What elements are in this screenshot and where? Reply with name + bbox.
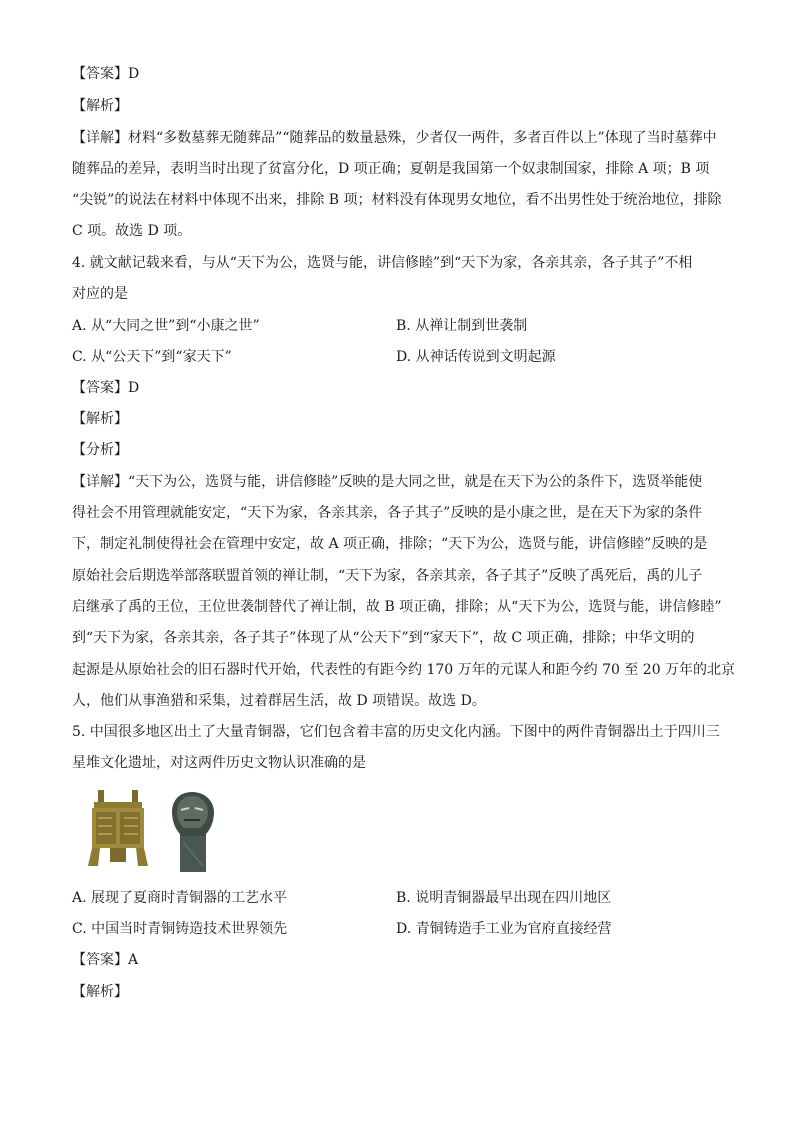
q3-detail-line-2: 随葬品的差异，表明当时出现了贫富分化，D 项正确；夏朝是我国第一个奴隶制国家，排除 A 项；B 项 (72, 161, 710, 177)
bronze-artifacts-image (88, 786, 238, 876)
q4-analysis-heading: 【解析】 (72, 411, 128, 427)
q3-answer: 【答案】D (72, 66, 140, 82)
q4-stem-line-1: 4. 就文献记载来看，与从“天下为公，选贤与能，讲信修睦”到“天下为家，各亲其亲，各子其子”不相 (72, 255, 693, 271)
q5-stem-line-2: 星堆文化遗址，对这两件历史文物认识准确的是 (72, 755, 366, 771)
bronze-mask-image (172, 792, 214, 872)
q4-stem-line-2: 对应的是 (72, 286, 128, 302)
q4-detail-line-7: 起源是从原始社会的旧石器时代开始，代表性的有距今约 170 万年的元谋人和距今约 70 至 20 万年的北京 (72, 662, 736, 678)
q4-detail-line-5: 启继承了禹的王位，王位世袭制替代了禅让制，故 B 项正确，排除；从“天下为公，选贤与能，讲信修睦” (72, 599, 722, 615)
q4-option-a: A. 从“大同之世”到“小康之世” (72, 318, 260, 334)
q5-option-c: C. 中国当时青铜铸造技术世界领先 (72, 921, 288, 937)
q5-answer: 【答案】A (72, 952, 139, 968)
q4-detail-line-6: 到“天下为家，各亲其亲，各子其子”体现了从“公天下”到“家天下”，故 C 项正确，排除；中华文明的 (72, 630, 695, 646)
q4-detail-line-2: 得社会不用管理就能安定，“天下为家，各亲其亲，各子其子”反映的是小康之世，是在天下为家的条件 (72, 505, 703, 521)
q3-analysis-heading: 【解析】 (72, 98, 128, 114)
q4-detail-line-3: 下，制定礼制使得社会在管理中安定，故 A 项正确，排除；“天下为公，选贤与能，讲信修睦”反映的是 (72, 536, 708, 552)
q4-answer: 【答案】D (72, 380, 140, 396)
q4-detail-line-4: 原始社会后期选举部落联盟首领的禅让制，“天下为家，各亲其亲，各子其子”反映了禹死后，禹的儿子 (72, 568, 703, 584)
q4-detail-line-1: 【详解】“天下为公，选贤与能，讲信修睦”反映的是大同之世，就是在天下为公的条件下，选贤举能使 (72, 474, 703, 490)
q3-detail-line-4: C 项。故选 D 项。 (72, 223, 192, 239)
q3-detail-line-1: 【详解】材料“多数墓葬无随葬品”“随葬品的数量悬殊，少者仅一两件，多者百件以上”体现了当时墓葬中 (72, 130, 717, 146)
q3-detail-line-3: “尖锐”的说法在材料中体现不出来，排除 B 项；材料没有体现男女地位，看不出男性处于统治地位，排除 (72, 192, 722, 208)
q4-detail-line-8: 人，他们从事渔猎和采集，过着群居生活，故 D 项错误。故选 D。 (72, 693, 486, 709)
q5-stem-line-1: 5. 中国很多地区出土了大量青铜器，它们包含着丰富的历史文化内涵。下图中的两件青铜器出土于四川三 (72, 724, 720, 740)
q5-option-d: D. 青铜铸造手工业为官府直接经营 (396, 921, 612, 937)
q4-option-d: D. 从神话传说到文明起源 (396, 349, 556, 365)
q5-option-b: B. 说明青铜器最早出现在四川地区 (396, 890, 612, 906)
q5-option-a: A. 展现了夏商时青铜器的工艺水平 (72, 890, 288, 906)
q4-analysis-label: 【分析】 (72, 442, 128, 458)
q4-option-c: C. 从“公天下”到“家天下” (72, 349, 232, 365)
bronze-artifacts-figure (88, 786, 238, 876)
q5-analysis-heading: 【解析】 (72, 984, 128, 1000)
bronze-vessel-image (88, 790, 148, 866)
q4-option-b: B. 从禅让制到世袭制 (396, 318, 528, 334)
